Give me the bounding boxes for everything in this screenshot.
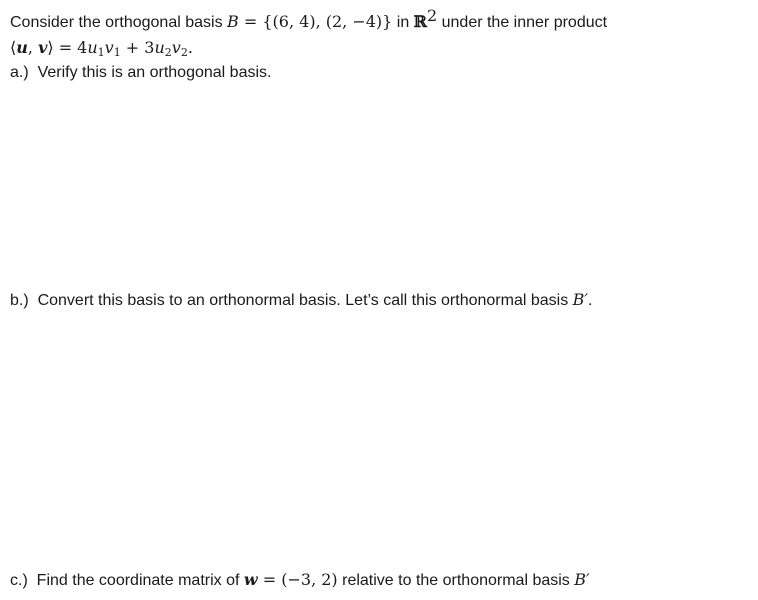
term1-v-sub: 1	[113, 46, 121, 59]
part-b-basis-symbol: B′	[572, 290, 589, 309]
under-text: under the inner product	[437, 14, 608, 31]
problem-statement-line-1	[10, 6, 608, 34]
part-c-vector: w	[243, 570, 258, 589]
ip-close: ⟩ = 4	[47, 38, 88, 57]
term2-v-sub: 2	[180, 46, 188, 59]
part-c-text-after: relative to the orthonormal basis	[342, 572, 570, 589]
space-dimension: 2	[426, 6, 438, 25]
ip-comma: ,	[27, 38, 39, 57]
intro-text: Consider the orthogonal basis	[10, 14, 223, 31]
part-c-vector-value: = (−3, 2)	[257, 570, 338, 589]
part-a	[10, 62, 271, 84]
ip-v: v	[38, 38, 48, 57]
ip-u: u	[16, 38, 28, 57]
term2-u: u	[154, 38, 165, 57]
space-symbol: ℝ	[413, 12, 427, 31]
basis-name: B	[227, 12, 239, 31]
inner-product-definition	[10, 37, 193, 59]
term1-u-sub: 1	[97, 46, 105, 59]
term2-u-sub: 2	[164, 46, 172, 59]
ip-open: ⟨	[10, 38, 17, 57]
term1-u: u	[87, 38, 98, 57]
part-b-label: b.)	[10, 292, 29, 309]
term2-v: v	[171, 38, 181, 57]
part-b	[10, 289, 592, 312]
part-c	[10, 569, 590, 592]
part-c-text-before: Find the coordinate matrix of	[36, 572, 240, 589]
basis-definition: = {(6, 4), (2, −4)}	[238, 12, 393, 31]
term1-v: v	[104, 38, 114, 57]
part-c-label: c.)	[10, 572, 28, 589]
part-a-text: Verify this is an orthogonal basis.	[37, 64, 272, 81]
part-b-end: .	[588, 292, 593, 309]
part-b-text: Convert this basis to an orthonormal basis. Let’s call this orthonormal basis	[37, 292, 569, 309]
in-text: in	[392, 14, 414, 31]
ip-end: .	[187, 38, 193, 57]
part-c-basis-symbol: B′	[574, 570, 590, 589]
part-a-label: a.)	[10, 64, 29, 81]
plus-term: + 3	[120, 38, 155, 57]
